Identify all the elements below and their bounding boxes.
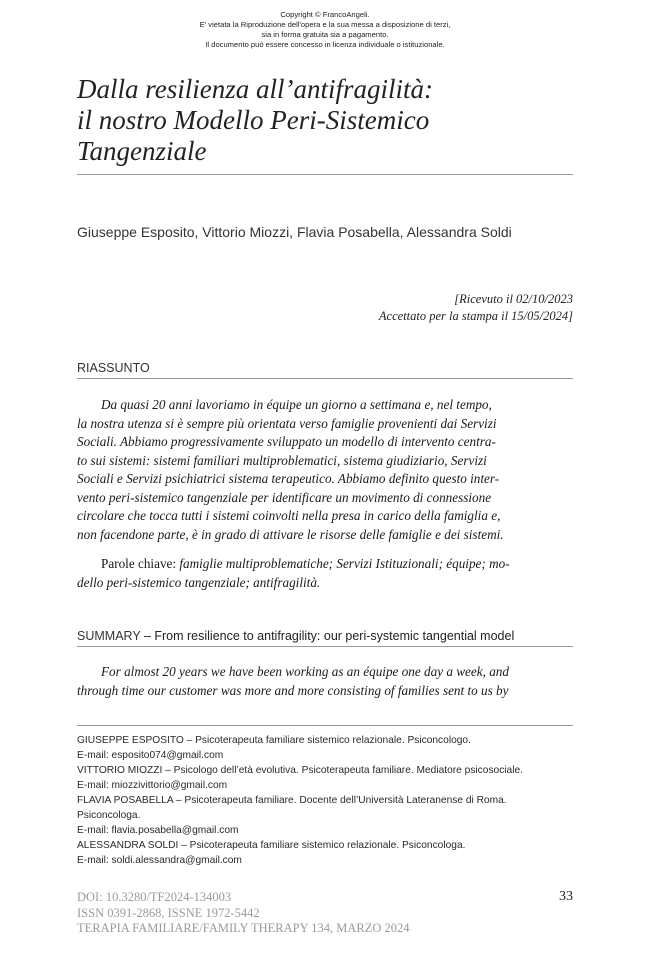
author-list: Giuseppe Esposito, Vittorio Miozzi, Flavia Posabella, Alessandra Soldi (77, 224, 512, 240)
title-line: Tangenziale (77, 136, 207, 166)
abstract-line: la nostra utenza si è sempre più orientata verso famiglie provenienti dai Servizi (77, 415, 497, 431)
issn: ISSN 0391-2868, ISSNE 1972-5442 (77, 905, 260, 920)
keywords-line: dello peri-sistemico tangenziale; antifragilità. (77, 574, 321, 590)
summary-text (77, 663, 573, 700)
journal-issue: TERAPIA FAMILIARE/FAMILY THERAPY 134, MARZO 2024 (77, 921, 410, 935)
copyright-notice (0, 10, 650, 50)
abstract-line: Sociali. Abbiamo progressivamente sviluppato un modello di intervento centra- (77, 434, 496, 449)
summary-label: SUMMARY (77, 629, 141, 643)
keywords-line (77, 555, 573, 574)
summary-divider (77, 646, 573, 647)
doi: DOI: 10.3280/TF2024-134003 (77, 890, 232, 904)
summary-title: – From resilience to antifragility: our peri-systemic tangential model (143, 629, 515, 643)
copyright-line: sia in forma gratuita sia a pagamento. (261, 30, 389, 39)
title-line: Dalla resilienza all’antifragilità: (77, 74, 433, 104)
keywords-text: famiglie multiproblematiche; Servizi Istituzionali; équipe; mo- (179, 556, 510, 571)
footnote-line: Psiconcologa. (77, 810, 141, 821)
abstract-line: through time our customer was more and more consisting of families sent to us by (77, 682, 509, 698)
abstract-line: Sociali e Servizi psichiatrici sistema terapeutico. Abbiamo definito questo inter- (77, 471, 500, 486)
abstract-line: For almost 20 years we have been working as an équipe one day a week, and (101, 664, 509, 679)
footnote-line: FLAVIA POSABELLA – Psicoterapeuta familiare. Docente dell’Università Lateranense di Roma. (77, 795, 507, 806)
abstract-line: circolare che tocca tutti i sistemi coinvolti nella presa in carico della famiglia e, (77, 508, 501, 523)
footnote-divider (77, 725, 573, 726)
copyright-line: E' vietata la Riproduzione dell'opera e la sua messa a disposizione di terzi, (199, 20, 451, 29)
page-number: 33 (559, 889, 573, 904)
abstract-line: to sui sistemi: sistemi familiari multiproblematici, sistema giudiziario, Servizi (77, 452, 487, 468)
riassunto-text (77, 396, 573, 544)
title-line: il nostro Modello Peri-Sistemico (77, 105, 430, 135)
abstract-line: Da quasi 20 anni lavoriamo in équipe un giorno a settimana e, nel tempo, (101, 397, 492, 412)
author-footnotes (77, 733, 573, 868)
keywords-block (77, 555, 573, 592)
footnote-line: E-mail: miozzivittorio@gmail.com (77, 780, 228, 791)
copyright-line: Copyright © FrancoAngeli. (280, 10, 370, 19)
article-title (77, 74, 577, 167)
footnote-line: GIUSEPPE ESPOSITO – Psicoterapeuta familiare sistemico relazionale. Psiconcologo. (77, 735, 471, 746)
copyright-line: Il documento può essere concesso in licenza individuale o istituzionale. (205, 40, 445, 49)
abstract-line: non facendone parte, è in grado di attivare le risorse delle famiglie e dei sistemi. (77, 526, 504, 542)
footnote-line: VITTORIO MIOZZI – Psicologo dell’età evolutiva. Psicoterapeuta familiare. Mediatore psicosociale. (77, 765, 523, 776)
journal-footer (77, 890, 410, 937)
received-date: [Ricevuto il 02/10/2023 (454, 292, 573, 306)
keywords-label: Parole chiave: (101, 556, 177, 571)
accepted-date: Accettato per la stampa il 15/05/2024] (378, 309, 573, 323)
summary-heading (77, 629, 514, 643)
footnote-line: E-mail: esposito074@gmail.com (77, 750, 224, 761)
title-divider (77, 174, 573, 175)
abstract-line: vento peri-sistemico tangenziale per identificare un movimento di connessione (77, 489, 492, 505)
footnote-line: E-mail: flavia.posabella@gmail.com (77, 825, 239, 836)
riassunto-divider (77, 378, 573, 379)
riassunto-heading: RIASSUNTO (77, 361, 150, 375)
footnote-line: ALESSANDRA SOLDI – Psicoterapeuta familiare sistemico relazionale. Psiconcologa. (77, 840, 466, 851)
footnote-line: E-mail: soldi.alessandra@gmail.com (77, 855, 242, 866)
submission-dates (379, 291, 573, 325)
